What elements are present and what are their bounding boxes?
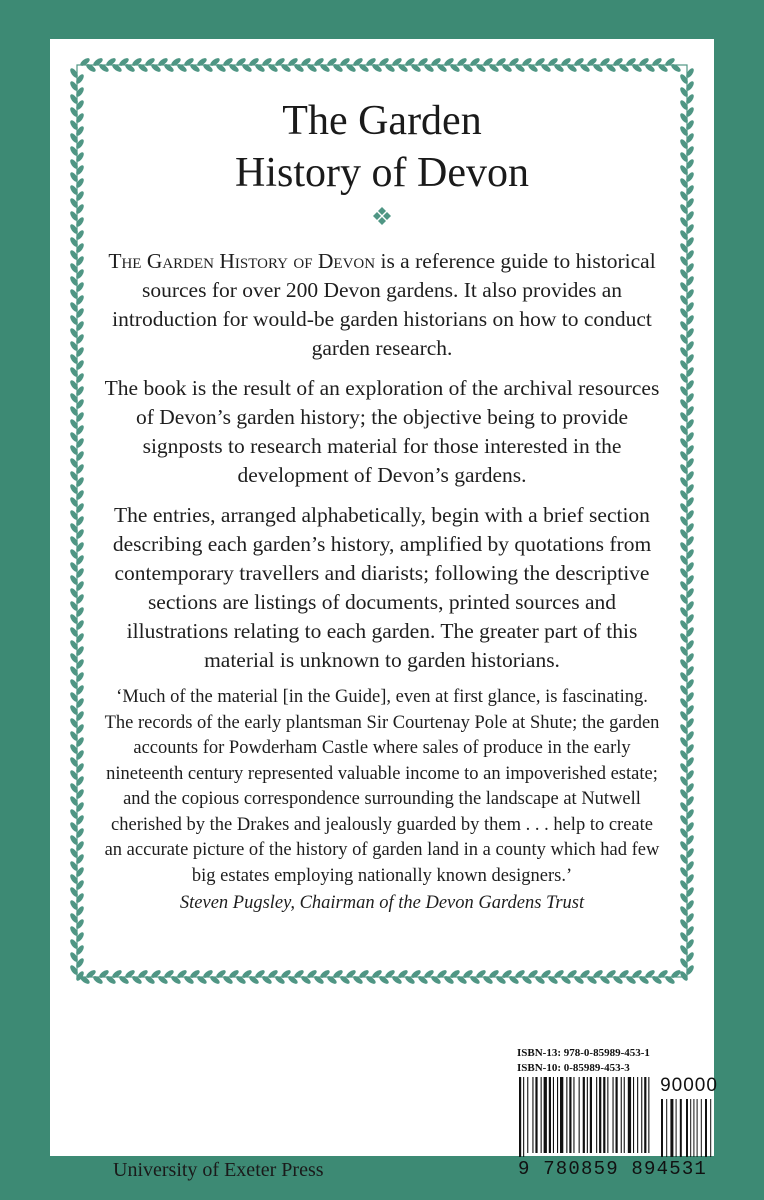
intro-paragraph-2: The book is the result of an exploration of the archival resources of Devon’s garden history; the objective being to provide signposts to research material for those interested in the development of Devon’s gardens. <box>104 376 660 487</box>
intro-p1-text: is a reference guide to historical sources for over 200 Devon gardens. It also provides an introduction for would-be garden historians on how to conduct garden research. <box>112 249 656 360</box>
price-code: 90000 <box>660 1075 718 1096</box>
intro-paragraph-1 <box>101 247 663 363</box>
description <box>101 247 663 686</box>
intro-lead: The Garden History of Devon <box>108 249 376 273</box>
title-line-2: History of Devon <box>235 150 529 196</box>
isbn-10: ISBN-10: 0-85989-453-3 <box>517 1062 630 1074</box>
isbn-13: ISBN-13: 978-0-85989-453-1 <box>517 1047 650 1059</box>
framed-panel <box>63 51 701 991</box>
quote-text: ‘Much of the material [in the Guide], even at first glance, is fascinating. The records of the early plantsman Sir Courtenay Pole at Shute; the garden accounts for Powderham Castle where sales of produce in the early nineteenth century represented valuable income to an impoverished estate; and the copious correspondence surrounding the landscape at Nutwell cherished by the Drakes and jealously guarded by them . . . help to create an accurate picture of the history of garden land in a county which had few big estates employing nationally known designers.’ <box>104 687 660 886</box>
title-line-1: The Garden <box>282 98 482 144</box>
quote-attribution: Steven Pugsley, Chairman of the Devon Gardens Trust <box>179 893 585 913</box>
diamond-cluster-icon <box>372 206 392 226</box>
barcode-digits: 9 780859 894531 <box>518 1158 708 1180</box>
intro-paragraph-3: The entries, arranged alphabetically, begin with a brief section describing each garden’s history, amplified by quotations from contemporary travellers and diarists; following the descriptive sections are listings of documents, printed sources and illustrations relating to each garden. The greater part of this material is unknown to garden historians. <box>112 503 652 672</box>
book-title <box>63 95 701 199</box>
book-back-cover <box>50 39 718 1181</box>
publisher-name: University of Exeter Press <box>113 1159 324 1181</box>
review-quote <box>101 685 663 917</box>
